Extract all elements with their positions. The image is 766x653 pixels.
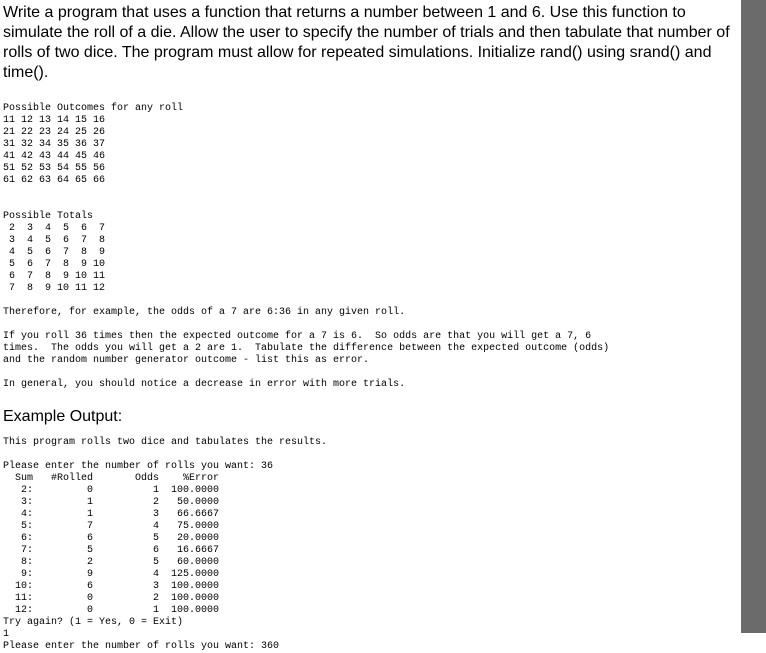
results-header: Sum #Rolled Odds %Error xyxy=(3,473,220,484)
outcomes-row: 61 62 63 64 65 66 xyxy=(3,175,106,186)
results-row: 5: 7 4 75.0000 xyxy=(3,521,220,532)
example-prompt: Please enter the number of rolls you want: 36 xyxy=(3,461,274,472)
outcomes-row: 31 32 34 35 36 37 xyxy=(3,139,106,150)
totals-block xyxy=(3,211,738,295)
results-row: 11: 0 2 100.0000 xyxy=(3,593,220,604)
outcomes-row: 51 52 53 54 55 56 xyxy=(3,163,106,174)
assignment-intro: Write a program that uses a function that returns a number between 1 and 6. Use this function to simulate the roll of a die. Allow the user to specify the number of trials and then tabulate that number of rolls of two dice. The program must allow for repeated simulations. Initialize rand() using srand() and time(). xyxy=(3,4,730,81)
prompt-cut-off: Please enter the number of rolls you want: 360 xyxy=(3,641,280,652)
vertical-scrollbar[interactable] xyxy=(741,0,766,633)
user-answer: 1 xyxy=(3,629,10,640)
totals-row: 4 5 6 7 8 9 xyxy=(3,247,106,258)
outcomes-block xyxy=(3,103,738,187)
outcomes-row: 41 42 43 44 45 46 xyxy=(3,151,106,162)
totals-row: 5 6 7 8 9 10 xyxy=(3,259,106,270)
document-content xyxy=(3,3,738,652)
odds-example: Therefore, for example, the odds of a 7 are 6:36 in any given roll. xyxy=(3,307,406,318)
totals-row: 2 3 4 5 6 7 xyxy=(3,223,106,234)
outcomes-row: 11 12 13 14 15 16 xyxy=(3,115,106,126)
results-row: 3: 1 2 50.0000 xyxy=(3,497,220,508)
outcomes-title: Possible Outcomes for any roll xyxy=(3,103,184,114)
totals-row: 3 4 5 6 7 8 xyxy=(3,235,106,246)
results-row: 9: 9 4 125.0000 xyxy=(3,569,220,580)
example-output xyxy=(3,437,738,653)
example-output-heading: Example Output: xyxy=(3,408,123,425)
results-row: 7: 5 6 16.6667 xyxy=(3,545,220,556)
totals-row: 7 8 9 10 11 12 xyxy=(3,283,106,294)
results-row: 4: 1 3 66.6667 xyxy=(3,509,220,520)
try-again-prompt: Try again? (1 = Yes, 0 = Exit) xyxy=(3,617,184,628)
results-row: 2: 0 1 100.0000 xyxy=(3,485,220,496)
totals-title: Possible Totals xyxy=(3,211,94,222)
totals-row: 6 7 8 9 10 11 xyxy=(3,271,106,282)
outcomes-row: 21 22 23 24 25 26 xyxy=(3,127,106,138)
results-row: 8: 2 5 60.0000 xyxy=(3,557,220,568)
expected-outcome-explanation: If you roll 36 times then the expected outcome for a 7 is 6. So odds are that you will get a 7, 6 times. The odds you will get a 2 are 1. Tabulate the difference between the expected outcome (odds) and the random number generator outcome - list this as error. xyxy=(3,331,610,366)
results-row: 6: 6 5 20.0000 xyxy=(3,533,220,544)
example-intro-line: This program rolls two dice and tabulates the results. xyxy=(3,437,328,448)
error-trend-note: In general, you should notice a decrease in error with more trials. xyxy=(3,379,406,390)
results-row: 10: 6 3 100.0000 xyxy=(3,581,220,592)
results-row: 12: 0 1 100.0000 xyxy=(3,605,220,616)
